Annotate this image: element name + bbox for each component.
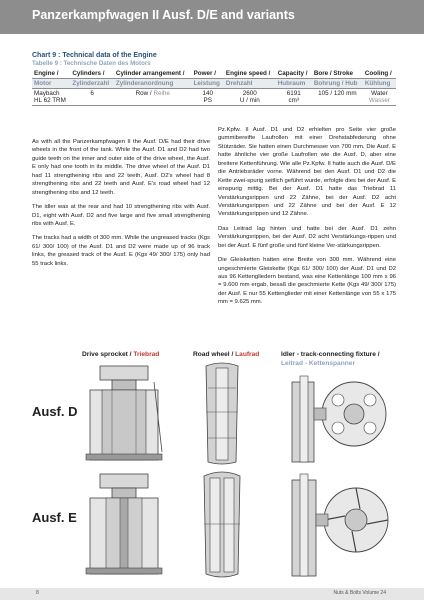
engine-data-table bbox=[32, 69, 396, 106]
chart-title: Chart 9 : Technical data of the Engine bbox=[32, 52, 157, 59]
sh-cylinders: Zylinderzahl bbox=[70, 79, 114, 89]
sh-speed: Drehzahl bbox=[224, 79, 276, 89]
cell-cylinders: 6 bbox=[70, 89, 114, 106]
ausf-e-road-wheel-drawing bbox=[196, 470, 248, 580]
sprocket-caption-de: Triebrad bbox=[133, 351, 160, 358]
drive-sprocket-caption bbox=[82, 351, 159, 358]
ausf-e-idler-drawing bbox=[288, 470, 392, 580]
th-cooling: Cooling / bbox=[363, 69, 396, 79]
paragraph-de-2: Das Leitrad lag hinten und hatte bei der Ausf. D1 zehn Verstärkungsrippen, bei der Ausf. D2 acht Verstärkungs-rippen und bei der Ausf. E fünf große und fünf kleine Ver-stärkungsrippen. bbox=[218, 225, 396, 249]
paragraph-de-1: Pz.Kpfw. II Ausf. D1 und D2 erhielten pro Seite vier große gummibereifte Laufrollen mit einer Drehstabfederung ohne Stützräder. Sie hatten einen Durchmesser von 700 mm. Die Ausf. E hatte ähnliche vier große Laufrollen wie die Ausf. D, aber eine breitere Kettenführung. Wie alle Pz.Kpfw. II hatte auch die Ausf. D/E die Antriebsräder vorne. Während bei den Ausf. D1 und D2 die Kette zwei-spurig seitlich geführt wurde, erfolgte dies bei der Ausf. E einspurig mittig. Bei der Ausf. D1 hatte das Triebrad 11 Verstärkungsrippen und 22 Zähne, bei der Ausf. D2 acht Verstärkungsrippen und 22 Zähne und bei der Ausf. E 12 Verstärkungsrippen und 12 Zähne. bbox=[218, 127, 396, 218]
power-unit: PS bbox=[203, 97, 212, 104]
sprocket-caption-en: Drive sprocket / bbox=[82, 351, 134, 358]
cell-cooling bbox=[363, 89, 396, 106]
th-engine: Engine / bbox=[32, 69, 70, 79]
page-number: 8 bbox=[36, 590, 39, 596]
sh-engine: Motor bbox=[32, 79, 70, 89]
idler-caption-en: Idler - track-connecting fixture / bbox=[281, 351, 380, 358]
german-text-column bbox=[218, 126, 396, 313]
ausf-d-label: Ausf. D bbox=[32, 404, 78, 419]
road-caption-en: Road wheel / bbox=[193, 351, 236, 358]
cooling-en: Water bbox=[371, 90, 388, 97]
cell-power bbox=[192, 89, 224, 106]
road-caption-de: Laufrad bbox=[235, 351, 260, 358]
table-row bbox=[32, 89, 396, 106]
page-header-title: Panzerkampfwagen II Ausf. D/E and variants bbox=[32, 8, 295, 22]
table-header-row bbox=[32, 69, 396, 79]
cell-speed bbox=[224, 89, 276, 106]
paragraph-en-3: The tracks had a width of 300 mm. While the ungreased tracks (Kgs 61/ 300/ 100) of the Ausf. D1 and D2 were made up of 96 track links, the greased track of the Ausf. E (Kgs 49/ 300/ 175) only had 55 track links. bbox=[32, 235, 210, 267]
ausf-e-drive-sprocket-drawing bbox=[82, 470, 172, 580]
th-arrangement: Cylinder arrangement / bbox=[114, 69, 192, 79]
idler-caption-de: Leitrad - Kettenspanner bbox=[281, 359, 356, 367]
road-wheel-caption bbox=[193, 351, 259, 358]
cell-engine bbox=[32, 89, 70, 106]
sh-power: Leistung bbox=[192, 79, 224, 89]
ausf-d-idler-drawing bbox=[288, 372, 392, 466]
table-subheader-row bbox=[32, 79, 396, 89]
speed-value: 2600 bbox=[242, 90, 257, 97]
th-cylinders: Cylinders / bbox=[70, 69, 114, 79]
arrangement-en: Row / bbox=[135, 90, 154, 97]
power-value: 140 bbox=[202, 90, 213, 97]
ausf-d-road-wheel-drawing bbox=[196, 362, 248, 466]
paragraph-en-2: The idler was at the rear and had 10 strengthening ribs with Ausf. D1, eight with Ausf. D2 and five large and five small strengthening ribs with Ausf. E. bbox=[32, 204, 210, 227]
cell-arrangement bbox=[114, 89, 192, 106]
arrangement-de: Reihe bbox=[153, 90, 170, 97]
paragraph-de-3: Die Gleisketten hatten eine Breite von 300 mm. Während eine ungeschmierte Gleiskette (Kgs 61/ 300/ 100) der Ausf. D1 und D2 aus 96 Kettengliedern bestand, was eine Kettenlänge 100 mm x 96 = 9.600 mm ergab, besaß die geschmierte Kette (Kgs 49/ 300/ 175) der Ausf. E nur 55 Kettenglieder mit einer Kettenlänge von 55 x 175 mm = 9.625 mm. bbox=[218, 257, 396, 306]
engine-make: Maybach bbox=[34, 90, 60, 97]
th-capacity: Capacity / bbox=[276, 69, 312, 79]
ausf-d-drive-sprocket-drawing bbox=[82, 362, 172, 466]
th-speed: Engine speed / bbox=[224, 69, 276, 79]
cooling-de: Wasser bbox=[368, 97, 390, 104]
speed-unit: U / min bbox=[239, 97, 260, 104]
sh-arrangement: Zylinderanordnung bbox=[114, 79, 192, 89]
sh-bore: Bohrung / Hub bbox=[312, 79, 363, 89]
ausf-e-label: Ausf. E bbox=[32, 510, 77, 525]
idler-caption bbox=[281, 351, 380, 368]
th-power: Power / bbox=[192, 69, 224, 79]
chart-subtitle: Tabelle 9 : Technische Daten des Motors bbox=[32, 60, 151, 67]
publication-reference: Nuts & Bolts Volume 24 bbox=[333, 590, 386, 596]
capacity-value: 6191 bbox=[286, 90, 301, 97]
engine-model: HL 62 TRM bbox=[34, 97, 66, 104]
cell-capacity bbox=[276, 89, 312, 106]
english-text-column bbox=[32, 138, 210, 274]
sh-capacity: Hubraum bbox=[276, 79, 312, 89]
paragraph-en-1: As with all the Panzerkampfwagen II the Ausf. D/E had their drive wheels in the front of the tank. While the Ausf. D1 and D2 had two guide teeth on the inner and outer side of the drive wheel, the Ausf. E only had one tooth in its middle. The drive wheel of the Ausf. D1 had 11 strengthening ribs and 22 teeth, Ausf. D2's wheel had 8 strengthening ribs and 22 teeth and Ausf. E's road wheel had 12 strengthening ribs and 12 teeth. bbox=[32, 139, 210, 196]
capacity-unit: cm³ bbox=[288, 97, 300, 104]
th-bore: Bore / Stroke bbox=[312, 69, 363, 79]
cell-bore: 105 / 120 mm bbox=[312, 89, 363, 106]
sh-cooling: Kühlung bbox=[363, 79, 396, 89]
